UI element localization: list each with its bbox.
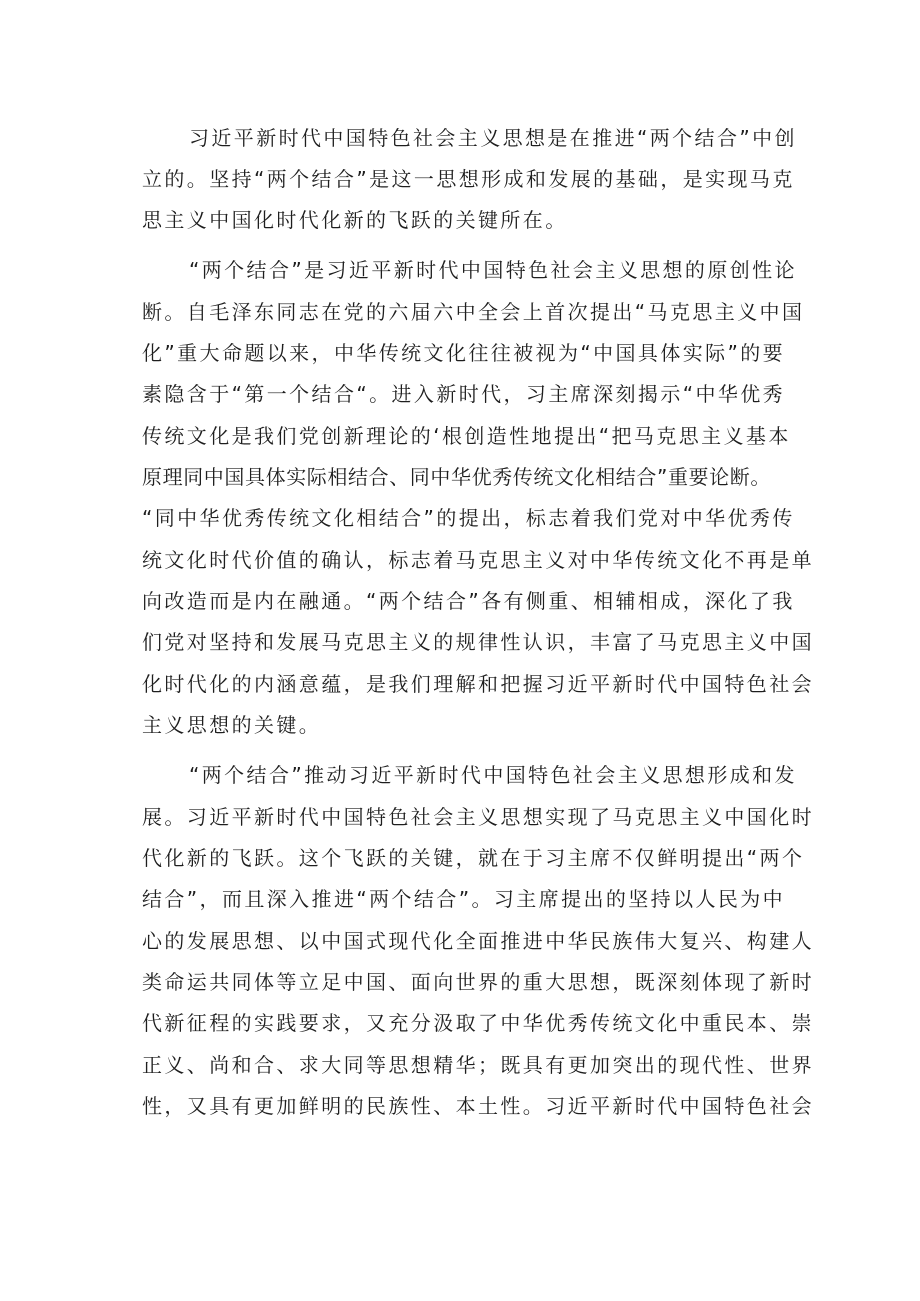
paragraph-3-line-6: 类命运共同体等立足中国、面向世界的重大思想，既深刻体现了新时 — [142, 970, 814, 994]
paragraph-3-line-8: 正义、尚和合、求大同等思想精华；既具有更加突出的现代性、世界 — [142, 1053, 814, 1077]
paragraph-2-line-8: 统文化时代价值的确认，标志着马克思主义对中华传统文化不再是单 — [142, 548, 814, 572]
paragraph-1-line-1: 习近平新时代中国特色社会主义思想是在推进“两个结合”中创 — [189, 126, 797, 150]
paragraph-2-line-7: “同中华优秀传统文化相结合”的提出，标志着我们党对中华优秀传 — [142, 506, 795, 530]
paragraph-2-line-9: 向改造而是内在融通。“两个结合”各有侧重、相辅相成，深化了我 — [142, 589, 795, 613]
paragraph-3-line-1: “两个结合”推动习近平新时代中国特色社会主义思想形成和发 — [189, 763, 797, 787]
paragraph-3-line-9: 性，又具有更加鲜明的民族性、本土性。习近平新时代中国特色社会 — [142, 1094, 814, 1118]
paragraph-2-line-2: 断。自毛泽东同志在党的六届六中全会上首次提出“马克思主义中国 — [142, 300, 805, 324]
paragraph-2-line-5: 传统文化是我们党创新理论的‘根创造性地提出“把马克思主义基本 — [142, 424, 791, 448]
paragraph-2-line-11: 化时代化的内涵意蕴，是我们理解和把握习近平新时代中国特色社会 — [142, 672, 814, 696]
paragraph-1-line-2: 立的。坚持“两个结合”是这一思想形成和发展的基础，是实现马克 — [142, 167, 795, 191]
paragraph-2-line-3: 化”重大命题以来，中华传统文化往往被视为“中国具体实际”的要 — [142, 341, 786, 365]
paragraph-2-line-10: 们党对坚持和发展马克思主义的规律性认识，丰富了马克思主义中国 — [142, 630, 814, 654]
paragraph-3-line-3: 代化新的飞跃。这个飞跃的关键，就在于习主席不仅鲜明提出“两个 — [142, 846, 805, 870]
paragraph-3-line-7: 代新征程的实践要求，又充分汲取了中华优秀传统文化中重民本、崇 — [142, 1011, 814, 1035]
paragraph-2-line-4: 素隐含于“第一个结合“。进入新时代，习主席深刻揭示“中华优秀 — [142, 382, 786, 406]
paragraph-2-line-12: 主义思想的关键。 — [142, 713, 322, 737]
paragraph-2-line-1: “两个结合”是习近平新时代中国特色社会主义思想的原创性论 — [189, 258, 797, 282]
paragraph-3-line-4: 结合”，而且深入推进“两个结合”。习主席提出的坚持以人民为中 — [142, 887, 786, 911]
paragraph-1-line-3: 思主义中国化时代化新的飞跃的关键所在。 — [142, 208, 568, 232]
paragraph-2-line-6: 原理同中国具体实际相结合、同中华优秀传统文化相结合”重要论断。 — [142, 465, 771, 489]
paragraph-3-line-2: 展。习近平新时代中国特色社会主义思想实现了马克思主义中国化时 — [142, 805, 814, 829]
paragraph-3-line-5: 心的发展思想、以中国式现代化全面推进中华民族伟大复兴、构建人 — [142, 929, 814, 953]
